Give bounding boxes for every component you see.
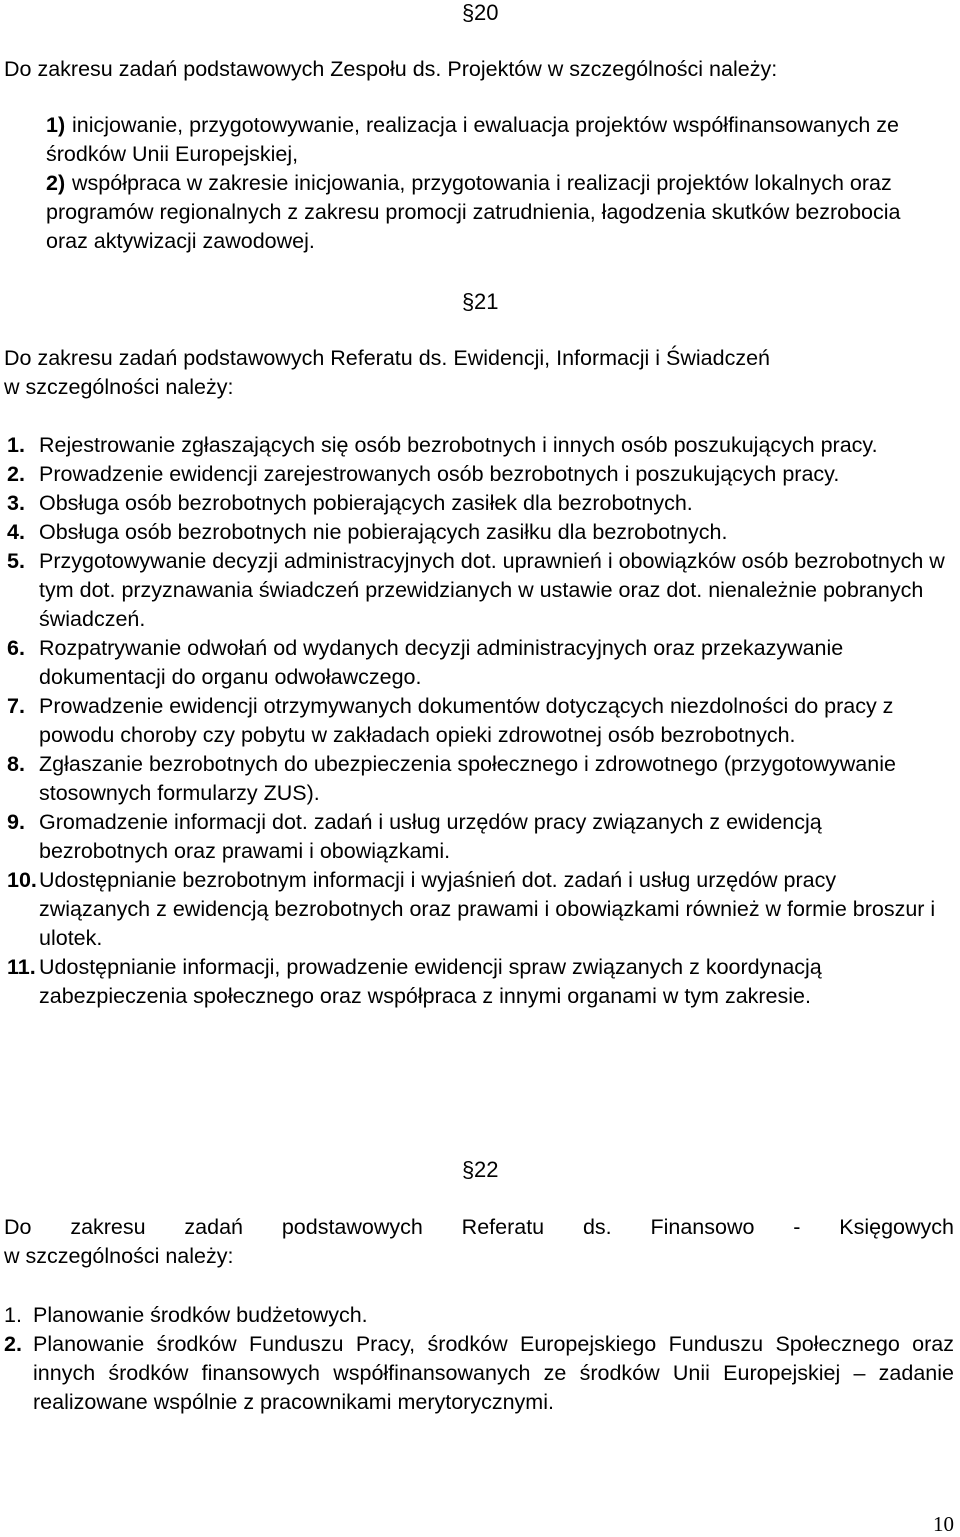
section-21-intro-line1: Do zakresu zadań podstawowych Referatu ds. Ewidencji, Informacji i Świadczeń (4, 346, 771, 370)
section-symbol: § (462, 1157, 475, 1182)
section-21-list (7, 431, 947, 1011)
item-number: 1. (7, 433, 25, 457)
item-number: 4. (7, 520, 25, 544)
item-number: 1) (46, 113, 66, 137)
item-number: 9. (7, 810, 25, 834)
section-symbol: § (462, 0, 475, 25)
item-text: inicjowanie, przygotowywanie, realizacja i ewaluacja projektów współfinansowanych ze środków Unii Europejskiej, (46, 113, 899, 166)
section-20-intro: Do zakresu zadań podstawowych Zespołu ds. Projektów w szczególności należy: (4, 57, 778, 81)
item-text: Gromadzenie informacji dot. zadań i usług urzędów pracy związanych z ewidencją bezrobotnych oraz prawami i obowiązkami. (39, 810, 822, 863)
item-text: Rozpatrywanie odwołań od wydanych decyzji administracyjnych oraz przekazywanie dokumentacji do organu odwoławczego. (39, 636, 844, 689)
section-22-list (4, 1301, 954, 1417)
item-text: Planowanie środków Funduszu Pracy, środków Europejskiego Funduszu Społecznego oraz innych środków finansowych współfinansowanych ze środków Unii Europejskiej – zadanie realizowane wspólnie z pracownikami merytorycznymi. (33, 1332, 954, 1414)
item-number: 2. (4, 1332, 22, 1356)
item-text: Prowadzenie ewidencji zarejestrowanych osób bezrobotnych i poszukujących pracy. (39, 462, 840, 486)
item-text: Rejestrowanie zgłaszających się osób bezrobotnych i innych osób poszukujących pracy. (39, 433, 878, 457)
list-item (7, 866, 947, 953)
item-number: 1. (4, 1303, 22, 1327)
list-item (7, 634, 947, 692)
item-text: Przygotowywanie decyzji administracyjnych dot. uprawnień i obowiązków osób bezrobotnych w tym dot. przyznawania świadczeń przewidzianych w ustawie oraz dot. nienależnie pobranych świadczeń. (39, 549, 945, 631)
item-text: Planowanie środków budżetowych. (33, 1303, 368, 1327)
item-text: Udostępnianie bezrobotnym informacji i wyjaśnień dot. zadań i usług urzędów pracy związanych z ewidencją bezrobotnych oraz prawami i obowiązkami również w formie broszur i ulotek. (39, 868, 936, 950)
item-text: Obsługa osób bezrobotnych nie pobierających zasiłku dla bezrobotnych. (39, 520, 728, 544)
item-number: 7. (7, 694, 25, 718)
item-number: 3. (7, 491, 25, 515)
item-number: 10. (7, 868, 37, 892)
list-item (46, 169, 906, 256)
item-number: 5. (7, 549, 25, 573)
item-text: Obsługa osób bezrobotnych pobierających zasiłek dla bezrobotnych. (39, 491, 693, 515)
item-number: 11. (7, 955, 36, 979)
item-number: 8. (7, 752, 25, 776)
list-item (4, 1330, 954, 1417)
section-number: 20 (474, 0, 499, 25)
list-item (7, 460, 947, 489)
item-number: 6. (7, 636, 25, 660)
section-number: 21 (474, 289, 499, 314)
list-item (7, 750, 947, 808)
section-22-intro-line1: Do zakresu zadań podstawowych Referatu ds. Finansowo - Księgowych (4, 1215, 954, 1239)
item-text: Prowadzenie ewidencji otrzymywanych dokumentów dotyczących niezdolności do pracy z powodu choroby czy pobytu w zakładach opieki zdrowotnej osób bezrobotnych. (39, 694, 894, 747)
page-number: 10 (933, 1512, 954, 1536)
section-22-intro (4, 1213, 954, 1271)
item-text: Udostępnianie informacji, prowadzenie ewidencji spraw związanych z koordynacją zabezpieczenia społecznego oraz współpraca z innymi organami w tym zakresie. (39, 955, 822, 1008)
section-21-intro (4, 344, 954, 402)
item-number: 2. (7, 462, 25, 486)
list-item (7, 953, 947, 1011)
section-21-intro-line2: w szczególności należy: (4, 375, 234, 399)
section-symbol: § (462, 289, 475, 314)
list-item (7, 547, 947, 634)
list-item (7, 518, 947, 547)
list-item (7, 431, 947, 460)
list-item (4, 1301, 954, 1330)
item-text: Zgłaszanie bezrobotnych do ubezpieczenia społecznego i zdrowotnego (przygotowywanie stosownych formularzy ZUS). (39, 752, 896, 805)
section-20-list (46, 111, 906, 256)
section-22-intro-line2: w szczególności należy: (4, 1244, 234, 1268)
item-number: 2) (46, 171, 66, 195)
list-item (7, 808, 947, 866)
list-item (7, 692, 947, 750)
list-item (7, 489, 947, 518)
list-item (46, 111, 906, 169)
item-text: współpraca w zakresie inicjowania, przygotowania i realizacji projektów lokalnych oraz programów regionalnych z zakresu promocji zatrudnienia, łagodzenia skutków bezrobocia oraz aktywizacji zawodowej. (46, 171, 901, 253)
section-number: 22 (474, 1157, 499, 1182)
